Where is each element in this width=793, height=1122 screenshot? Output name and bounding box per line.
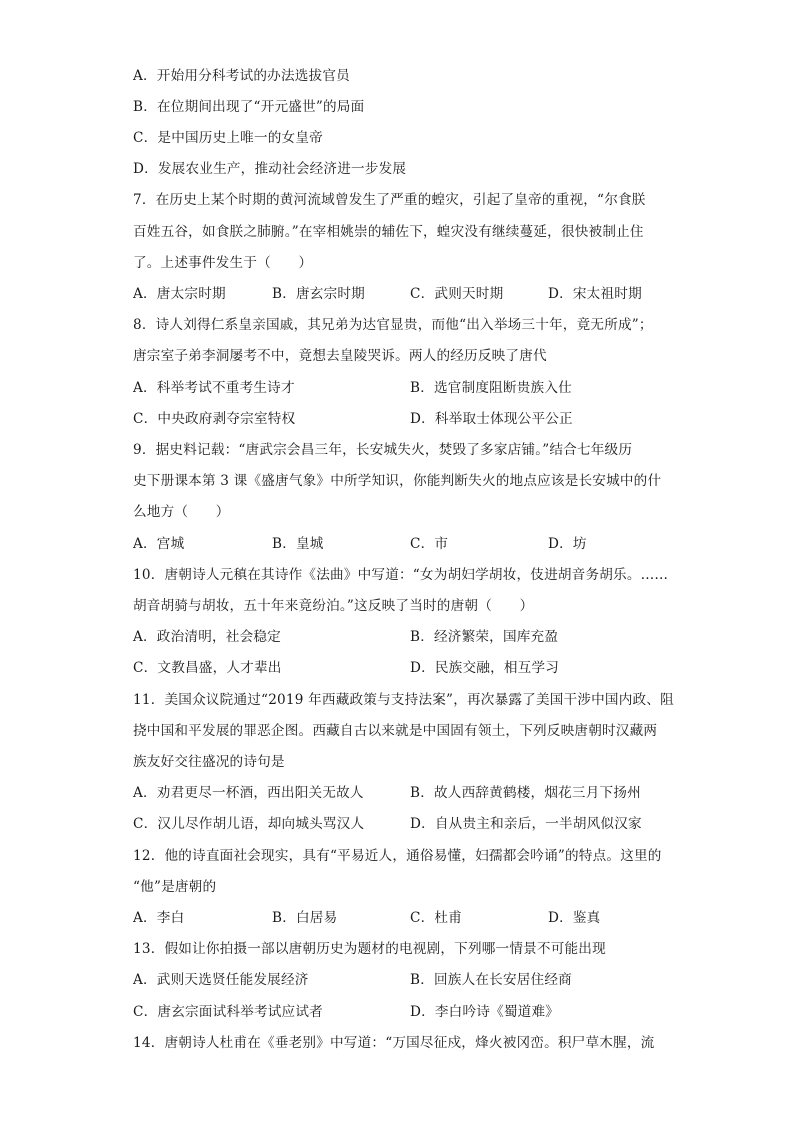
q11-option-b: B．故人西辞黄鹤楼，烟花三月下扬州 bbox=[410, 785, 641, 801]
q12-stem-line: 12．他的诗直面社会现实，具有“平易近人，通俗易懂，妇孺都会吟诵”的特点。这里的 bbox=[133, 848, 662, 864]
q13-option-c: C．唐玄宗面试科举考试应试者 bbox=[133, 1004, 323, 1020]
q9-stem-line: 9．据史料记载：“唐武宗会昌三年，长安城失火，焚毁了多家店铺。”结合七年级历 bbox=[133, 442, 633, 458]
q13-stem-line: 13．假如让你拍摄一部以唐朝历史为题材的电视剧，下列哪一情景不可能出现 bbox=[133, 941, 606, 957]
q11-option-a: A．劝君更尽一杯酒，西出阳关无故人 bbox=[133, 785, 364, 801]
q8-option-c: C．中央政府剥夺宗室特权 bbox=[133, 411, 296, 427]
q9-option-a: A．宫城 bbox=[133, 536, 185, 552]
q11-option-d: D．自从贵主和亲后，一半胡风似汉家 bbox=[410, 816, 642, 832]
q9-option-b: B．皇城 bbox=[272, 536, 324, 552]
q7-stem-line: 7．在历史上某个时期的黄河流域曾发生了严重的蝗灾，引起了皇帝的重视，“尔食朕 bbox=[133, 192, 646, 208]
q10-option-c: C．文教昌盛，人才辈出 bbox=[133, 660, 282, 676]
q7-option-d: D．宋太祖时期 bbox=[548, 286, 642, 302]
q11-stem-line: 族友好交往盛况的诗句是 bbox=[133, 754, 285, 770]
q6-option-b: B．在位期间出现了“开元盛世”的局面 bbox=[133, 99, 365, 115]
q7-option-a: A．唐太宗时期 bbox=[133, 286, 226, 302]
q7-option-b: B．唐玄宗时期 bbox=[272, 286, 365, 302]
q8-option-d: D．科举取士体现公平公正 bbox=[410, 411, 573, 427]
q12-option-b: B．白居易 bbox=[272, 910, 338, 926]
q9-stem-line: 么地方（ ） bbox=[133, 504, 230, 520]
q13-option-d: D．李白吟诗《蜀道难》 bbox=[410, 1004, 560, 1020]
q9-stem-line: 史下册课本第 3 课《盛唐气象》中所学知识，你能判断失火的地点应该是长安城中的什 bbox=[133, 473, 662, 489]
q7-option-c: C．武则天时期 bbox=[410, 286, 504, 302]
q6-option-c: C．是中国历史上唯一的女皇帝 bbox=[133, 130, 323, 146]
q8-option-a: A．科举考试不重考生诗才 bbox=[133, 380, 295, 396]
q13-option-a: A．武则天选贤任能发展经济 bbox=[133, 972, 309, 988]
q11-stem-line: 挠中国和平发展的罪恶企图。西藏自古以来就是中国固有领土，下列反映唐朝时汉藏两 bbox=[133, 723, 658, 739]
q12-stem-line: “他”是唐朝的 bbox=[133, 879, 217, 895]
q12-option-d: D．鉴真 bbox=[548, 910, 601, 926]
q13-option-b: B．回族人在长安居住经商 bbox=[410, 972, 572, 988]
q12-option-c: C．杜甫 bbox=[410, 910, 462, 926]
q11-stem-line: 11．美国众议院通过“2019 年西藏政策与支持法案”，再次暴露了美国干涉中国内政、阻 bbox=[133, 692, 674, 708]
q7-stem-line: 了。上述事件发生于（ ） bbox=[133, 255, 313, 271]
q8-stem-line: 8．诗人刘得仁系皇亲国戚，其兄弟为达官显贵，而他“出入举场三十年，竟无所成”； bbox=[133, 317, 653, 333]
q10-option-b: B．经济繁荣，国库充盈 bbox=[410, 629, 559, 645]
q7-stem-line: 百姓五谷，如食朕之肺腑。”在宰相姚崇的辅佐下，蝗灾没有继续蔓延，很快被制止住 bbox=[133, 224, 644, 240]
q10-stem-line: 10．唐朝诗人元稹在其诗作《法曲》中写道：“女为胡妇学胡妆，伎进胡音务胡乐。…… bbox=[133, 567, 669, 583]
q14-stem-line: 14．唐朝诗人杜甫在《垂老别》中写道：“万国尽征戍，烽火被冈峦。积尸草木腥，流 bbox=[133, 1035, 655, 1051]
q11-option-c: C．汉儿尽作胡儿语，却向城头骂汉人 bbox=[133, 816, 365, 832]
q6-option-d: D．发展农业生产，推动社会经济进一步发展 bbox=[133, 161, 407, 177]
q12-option-a: A．李白 bbox=[133, 910, 185, 926]
q10-option-d: D．民族交融，相互学习 bbox=[410, 660, 560, 676]
q9-option-c: C．市 bbox=[410, 536, 449, 552]
q9-option-d: D．坊 bbox=[548, 536, 587, 552]
q8-stem-line: 唐宗室子弟李洞屡考不中，竟想去皇陵哭诉。两人的经历反映了唐代 bbox=[133, 348, 547, 364]
q8-option-b: B．选官制度阻断贵族入仕 bbox=[410, 380, 572, 396]
q10-stem-line: 胡音胡骑与胡妆，五十年来竟纷泊。”这反映了当时的唐朝（ ） bbox=[133, 598, 534, 614]
q6-option-a: A．开始用分科考试的办法选拔官员 bbox=[133, 68, 350, 84]
q10-option-a: A．政治清明，社会稳定 bbox=[133, 629, 281, 645]
